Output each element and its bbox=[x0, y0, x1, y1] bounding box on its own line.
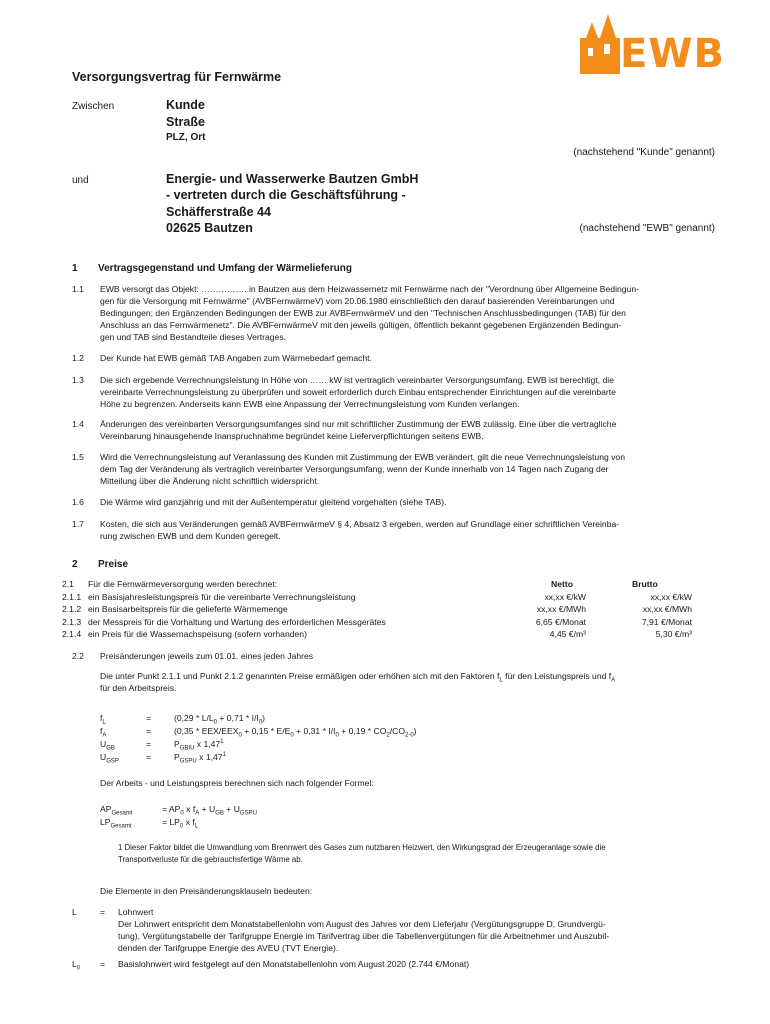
ewb-vertretung: - vertreten durch die Geschäftsführung - bbox=[166, 188, 406, 202]
def-l-line: tung), Vergütungstabelle der Tarifgruppe Energie im Tarifvertrag über die Tabellenvergütungen für die Arbeitnehmer und Auszubil- bbox=[118, 931, 610, 941]
ewb-genannt: (nachstehend "EWB" genannt) bbox=[579, 223, 715, 234]
price-row bbox=[62, 591, 702, 603]
item-text-line: Änderungen des vereinbarten Versorgungsumfanges sind nur mit schriftlicher Zustimmung der EWB zulässig. Eine über die vertragliche bbox=[100, 419, 617, 429]
formula-fl: $f_L$ = $(0,29 * L/L_0 + 0,71 * I/I_0)$ bbox=[100, 713, 266, 726]
price-row bbox=[62, 616, 702, 628]
def-l-title: Lohnwert bbox=[118, 907, 154, 917]
def-l-eq: = bbox=[100, 907, 106, 917]
ewb-name: Energie- und Wasserwerke Bautzen GmbH bbox=[166, 172, 419, 186]
price-netto: xx,xx €/kW bbox=[544, 591, 586, 602]
price-row bbox=[62, 628, 702, 640]
price-row-number: 2.1.4 bbox=[62, 629, 82, 639]
item-number: 1.7 bbox=[72, 519, 84, 529]
kunde-ort: PLZ, Ort bbox=[166, 132, 206, 143]
item-text-line: Höhe zu begrenzen. Anderseits kann EWB eine Anpassung der Verrechnungsleistung vom Kunden verlangen. bbox=[100, 399, 520, 409]
item-text-line: Die Wärme wird ganzjährig und mit der Außentemperatur gleitend vorgehalten (siehe TAB). bbox=[100, 497, 447, 507]
section2-heading: Preise bbox=[98, 559, 129, 570]
price-row-label: ein Basisjahresleistungspreis für die vereinbarte Verrechnungsleistung bbox=[88, 591, 356, 602]
item-text bbox=[100, 374, 725, 410]
formula-block bbox=[100, 712, 660, 764]
section2-number: 2 bbox=[72, 559, 78, 570]
item-text bbox=[100, 352, 725, 364]
und-label: und bbox=[72, 175, 89, 186]
section1-number: 1 bbox=[72, 263, 78, 274]
price-row-number: 2.1 bbox=[62, 579, 74, 589]
footnote: 1 Dieser Faktor bildet die Umwandlung vom Brennwert des Gases zum nutzbaren Heizwert, den Wirkungsgrad der Erzeugeranlage sowie die Transportverluste für die gebrauchsfertige Wärme ab. bbox=[118, 843, 606, 864]
price-row-number: 2.1.3 bbox=[62, 616, 82, 627]
logo-text: EWB bbox=[620, 31, 725, 77]
item-number: 1.3 bbox=[72, 375, 84, 385]
zwischen-label: Zwischen bbox=[72, 101, 115, 112]
item-number: 1.4 bbox=[72, 419, 84, 429]
logo-towers-icon bbox=[578, 14, 624, 76]
def-l-description bbox=[118, 918, 718, 954]
ewb-ort: 02625 Bautzen bbox=[166, 221, 253, 235]
price-brutto: xx,xx €/MWh bbox=[642, 604, 692, 614]
formula-ugb: $U_{GB}$ = $P_{GBIU}$ x 1,47$^1$ bbox=[100, 739, 224, 752]
item-text-line: rung zwischen EWB und dem Kunden geregelt. bbox=[100, 531, 281, 541]
item-text-line: Kosten, die sich aus Veränderungen gemäß AVBFernwärmeV § 4, Absatz 3 ergeben, werden auf Grundlage einer schriftlichen Vereinba- bbox=[100, 519, 620, 529]
section1-heading: Vertragsgegenstand und Umfang der Wärmelieferung bbox=[98, 263, 352, 274]
price-row-number: 2.1.2 bbox=[62, 604, 82, 614]
price-netto: xx,xx €/MWh bbox=[536, 604, 586, 614]
item-text bbox=[100, 518, 725, 542]
item-2-2-text: Preisänderungen jeweils zum 01.01. eines jeden Jahres bbox=[100, 651, 314, 661]
def-l-symbol: L bbox=[72, 907, 77, 917]
ap-formula: $AP_{Gesamt}$ = $AP_0$ x $f_A + U_{GB} + U_{GSPU}$ bbox=[100, 804, 257, 817]
price-brutto: 5,30 €/m³ bbox=[655, 629, 692, 639]
formula-ugsp: $U_{GSP}$ = $P_{GSPU}$ x 1,47$^1$ bbox=[100, 752, 226, 765]
col-brutto-header: Brutto bbox=[632, 579, 658, 589]
price-row-label: Für die Fernwärmeversorgung werden berechnet: bbox=[88, 579, 278, 589]
ewb-logo bbox=[578, 14, 725, 78]
price-row bbox=[62, 578, 702, 590]
item-text-line: Wird die Verrechnungsleistung auf Veranlassung des Kunden mit Zustimmung der EWB verändert, gilt die neue Verrechnungsleistung von bbox=[100, 452, 625, 462]
price-row bbox=[62, 603, 702, 615]
def-l-line: denden der Tarifgruppe Energie des AVEU (TVT Energie). bbox=[118, 943, 339, 953]
elements-intro: Die Elemente in den Preisänderungsklauseln bedeuten: bbox=[100, 886, 313, 896]
item-text bbox=[100, 496, 725, 508]
price-netto: 4,45 €/m³ bbox=[549, 629, 586, 639]
price-row-label: der Messpreis für die Vorhaltung und Wartung des erforderlichen Messgerätes bbox=[88, 616, 386, 627]
item-text bbox=[100, 283, 725, 343]
kunde-genannt: (nachstehend "Kunde" genannt) bbox=[573, 147, 715, 158]
item-text-line: vereinbarte Verrechnungsleistung zu überprüfen und soweit erforderlich durch Einbau entsprechender Einrichtungen auf die vereinbarte bbox=[100, 387, 616, 397]
item-text-line: Die sich ergebende Verrechnungsleistung in Höhe von …… kW ist vertraglich vereinbarter Versorgungsumfang. EWB ist berechtigt, die bbox=[100, 375, 614, 385]
item-text-line: gen für die Versorgung mit Fernwärme" (AVBFernwärmeV) vom 20.06.1980 einschließlich den darauf basierenden Vereinbarungen und bbox=[100, 296, 615, 306]
formula-fa: $f_A$ = (0,35 * EEX/$EEX_0 + 0,15 * E/E_0 + 0,31 * I/I_0 + 0,19 * CO_2/CO_{2-0}$) bbox=[100, 726, 417, 739]
item-text-line: Anschluss an das Fernwärmenetz". Die AVBFernwärmeV mit den jeweils gültigen, öffentlich bekannt gegebenen Ergänzenden Bedingun- bbox=[100, 320, 622, 330]
kunde-strasse: Straße bbox=[166, 115, 205, 129]
item-text bbox=[100, 451, 725, 487]
item-text bbox=[100, 418, 725, 442]
factor-intro: Die unter Punkt 2.1.1 und Punkt 2.1.2 genannten Preise ermäßigen oder erhöhen sich mit den Faktoren $f_L$ für den Leistungspreis und $f_A$ für den Arbeitspreis. bbox=[100, 671, 616, 693]
kunde-name: Kunde bbox=[166, 98, 205, 112]
item-2-2-number: 2.2 bbox=[72, 651, 84, 661]
def-l0-eq: = bbox=[100, 959, 106, 969]
price-netto: 6,65 €/Monat bbox=[535, 616, 586, 627]
item-number: 1.5 bbox=[72, 452, 84, 462]
price-row-label: ein Basisarbeitspreis für die gelieferte Wärmemenge bbox=[88, 604, 288, 614]
formula-intro: Der Arbeits - und Leistungspreis berechnen sich nach folgender Formel: bbox=[100, 778, 374, 788]
def-l0-symbol: $L_0$ bbox=[72, 959, 81, 972]
item-text-line: Vereinbarung hinausgehende Inanspruchnahme begründet keine Lieferverpflichtungen seitens EWB. bbox=[100, 431, 484, 441]
price-row-number: 2.1.1 bbox=[62, 591, 82, 602]
col-netto-header: Netto bbox=[551, 579, 573, 589]
item-number: 1.1 bbox=[72, 284, 84, 294]
item-text-line: EWB versorgt das Objekt: ……………. in Bautzen aus dem Heizwassernetz mit Fernwärme nach der "Verordnung über Allgemeine Bedingun- bbox=[100, 284, 639, 294]
item-text-line: gen und TAB sind Bestandteile dieses Vertrages. bbox=[100, 332, 286, 342]
item-text-line: Der Kunde hat EWB gemäß TAB Angaben zum Wärmebedarf gemacht. bbox=[100, 353, 372, 363]
price-brutto: xx,xx €/kW bbox=[650, 591, 692, 602]
item-number: 1.2 bbox=[72, 353, 84, 363]
item-number: 1.6 bbox=[72, 497, 84, 507]
item-text-line: Mitteilung über die Änderung nicht schriftlich widerspricht. bbox=[100, 476, 320, 486]
price-row-label: ein Preis für die Wassernachspeisung (sofern vorhanden) bbox=[88, 629, 307, 639]
lp-formula: $LP_{Gesamt}$ = $LP_0$ x $f_L$ bbox=[100, 817, 199, 830]
page-title: Versorgungsvertrag für Fernwärme bbox=[72, 70, 282, 84]
ewb-strasse: Schäfferstraße 44 bbox=[166, 205, 271, 219]
price-brutto: 7,91 €/Monat bbox=[641, 616, 692, 627]
item-text-line: dem Tag der Veränderung als vertraglich vereinbarter Versorgungsumfang, wenn der Kunde innerhalb von 14 Tagen nach Zugang der bbox=[100, 464, 609, 474]
item-text-line: Bedingungen; den Ergänzenden Bedingungen der EWB zur AVBFernwärmeV und den "Technischen Anschlussbedingungen (TAB) für den bbox=[100, 308, 626, 318]
def-l0-text: Basislohnwert wird festgelegt auf den Monatstabellenlohn vom August 2020 (2.744 €/Monat) bbox=[118, 959, 470, 969]
def-l-line: Der Lohnwert entspricht dem Monatstabellenlohn vom August des Jahres vor dem Lieferjahr (Vergütungsgruppe D, Grundvergü- bbox=[118, 919, 606, 929]
